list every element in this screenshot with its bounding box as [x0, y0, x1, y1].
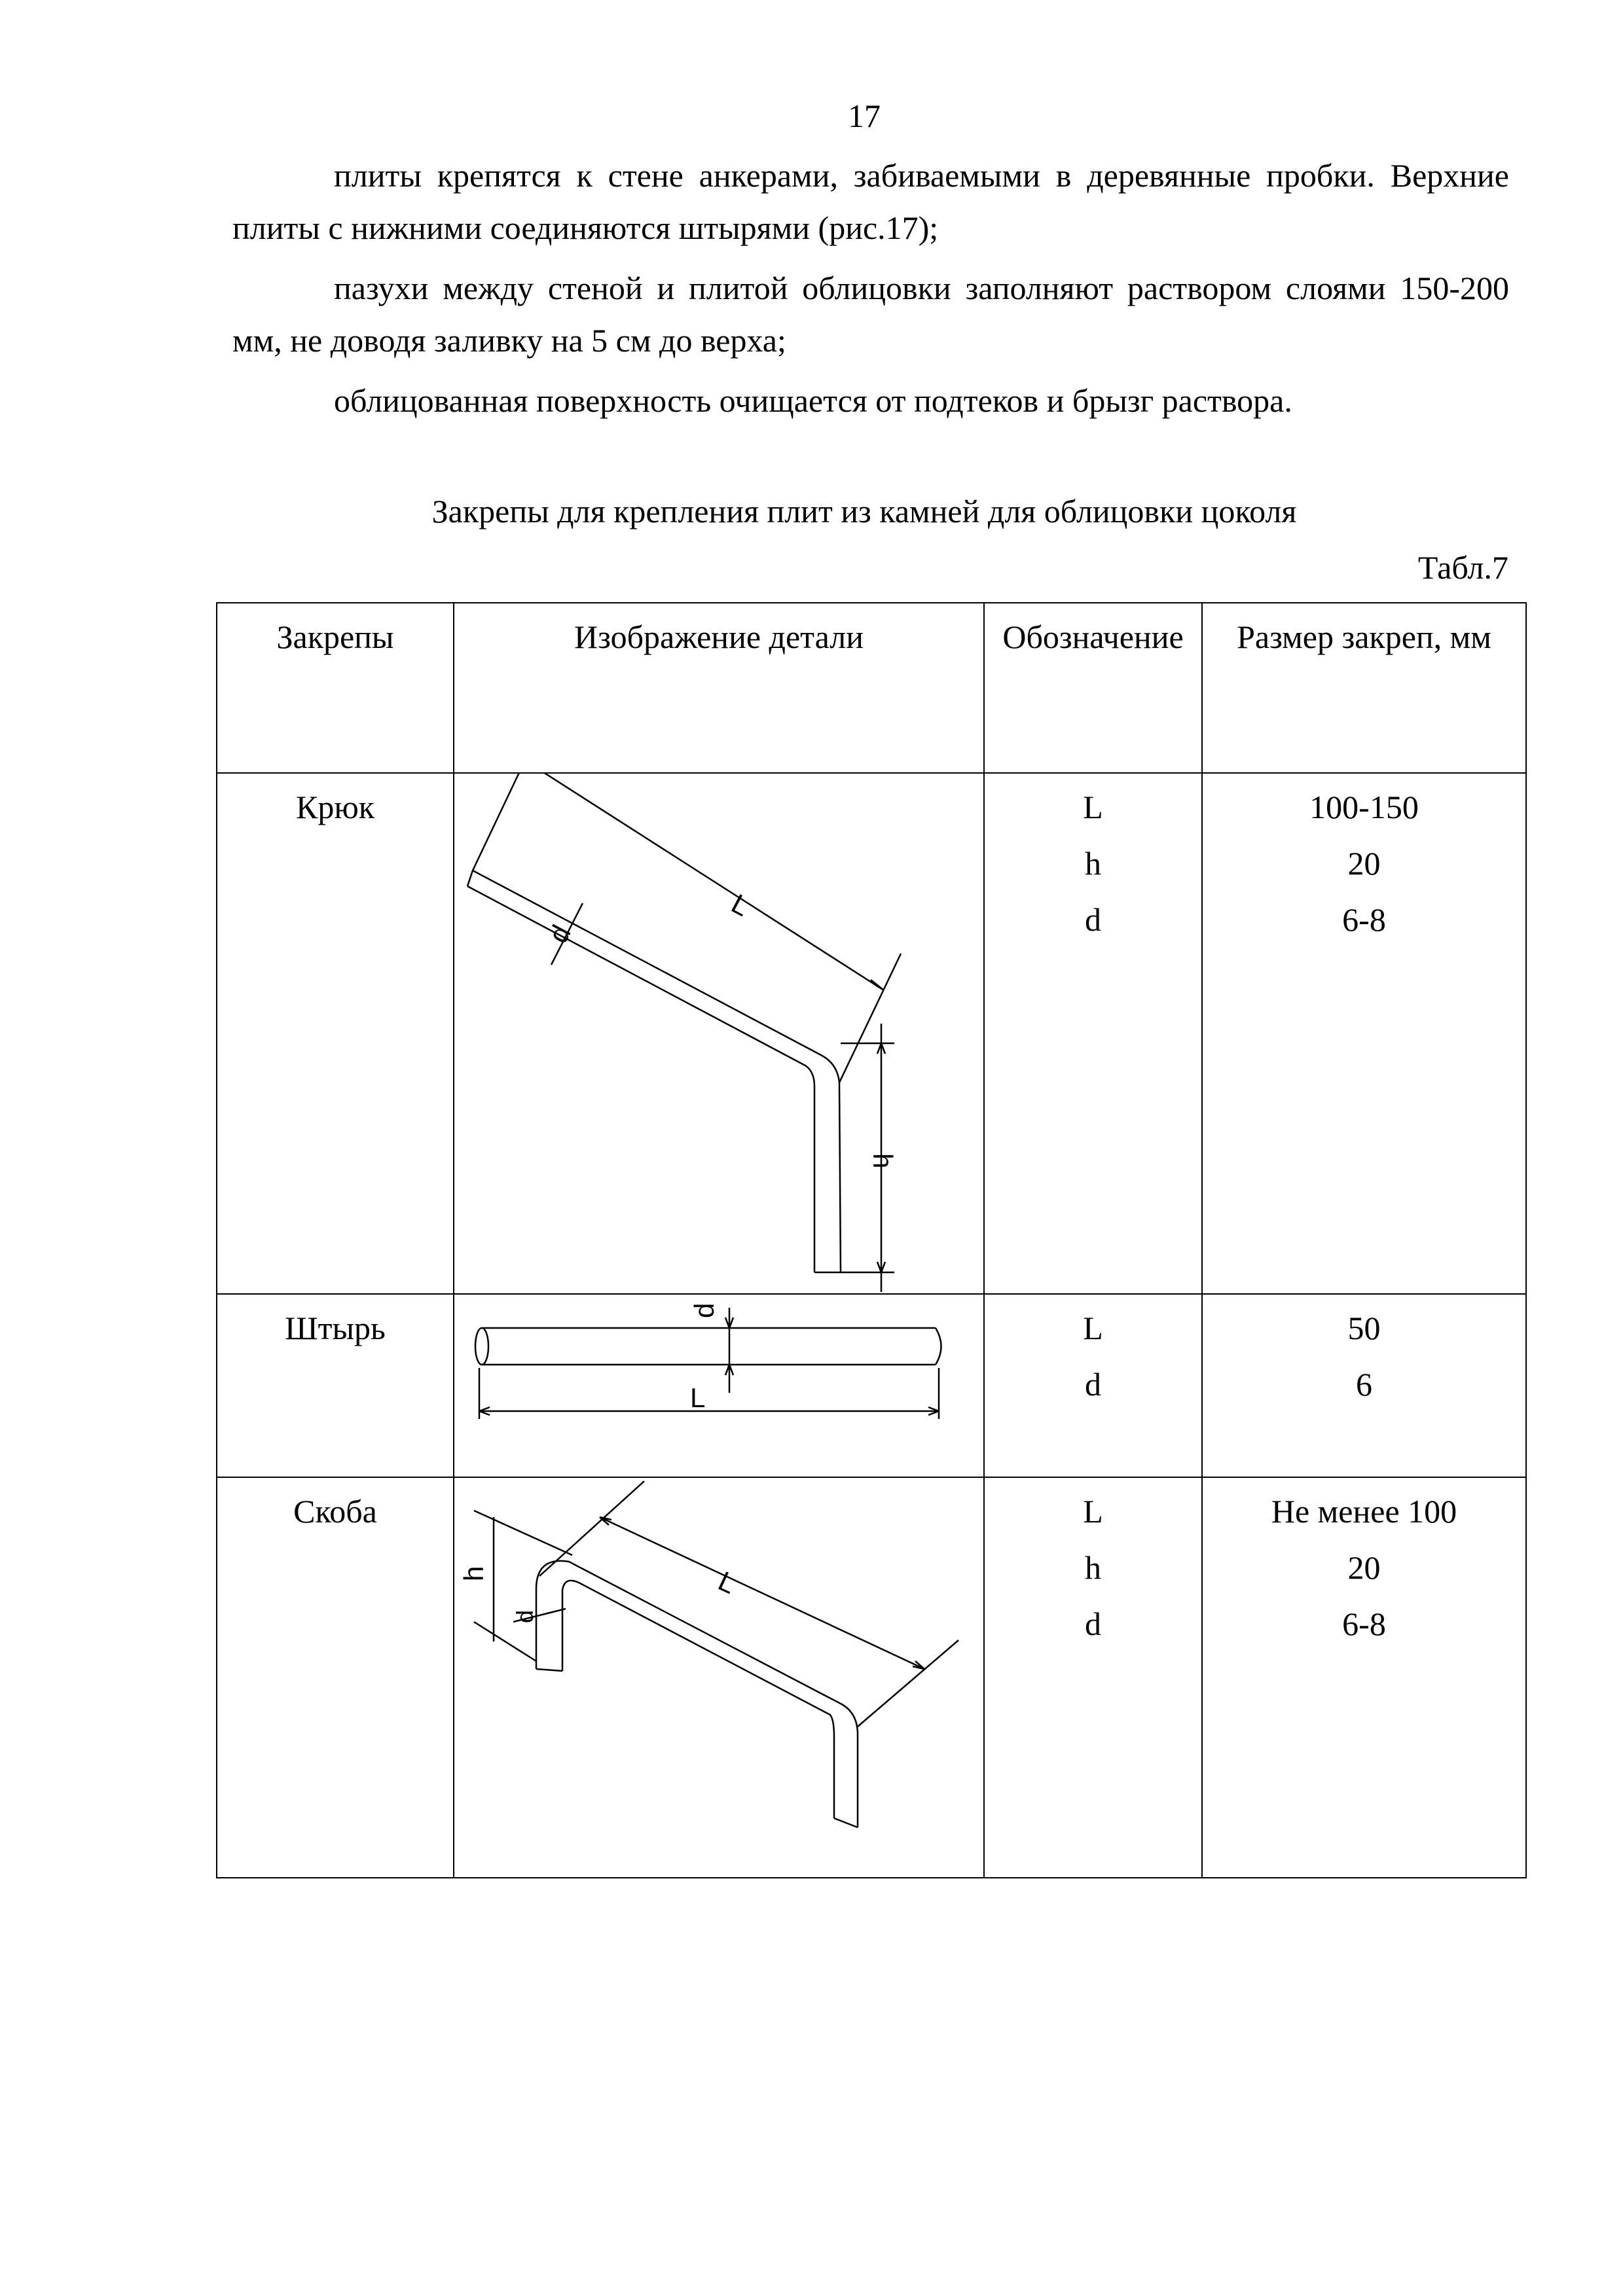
brace-diagram	[454, 1478, 985, 1877]
hook-rod-outer	[473, 870, 841, 1272]
header-fasteners: Закрепы	[217, 603, 454, 773]
brace-h-extension-top	[474, 1511, 572, 1555]
header-drawing: Изображение детали	[454, 603, 984, 773]
pin-end-right	[936, 1328, 941, 1365]
table-row-pin	[217, 1294, 1526, 1477]
hook-label-d: d	[542, 920, 577, 948]
header-designation: Обозначение	[984, 603, 1202, 773]
hook-diagram	[454, 774, 985, 1293]
row-sizes: 100-150 20 6-8	[1202, 773, 1526, 1294]
row-designations: L h d	[984, 1477, 1202, 1878]
hook-L-extension-left	[473, 774, 534, 870]
brace-label-d: d	[511, 1609, 538, 1623]
brace-left-foot	[536, 1669, 562, 1671]
row-designations: L h d	[984, 773, 1202, 1294]
pin-label-L: L	[690, 1382, 706, 1413]
hook-label-h: h	[867, 1153, 898, 1169]
row-sizes: 50 6	[1202, 1294, 1526, 1477]
brace-right-foot	[834, 1818, 858, 1827]
hook-L-extension-right	[839, 954, 901, 1083]
hook-rod-tip	[467, 870, 473, 886]
table-row-hook	[217, 773, 1526, 1294]
table-header-row	[217, 603, 1526, 773]
page-number: 17	[848, 98, 881, 134]
header-size: Размер закреп, мм	[1202, 603, 1526, 773]
paragraph-2: пазухи между стеной и плитой облицовки заполняют раствором слоями 150-200 мм, не доводя заливку на 5 см до верха;	[232, 270, 1509, 359]
pin-end-left	[475, 1328, 488, 1365]
pin-drawing	[454, 1294, 984, 1477]
brace-h-extension-bottom	[474, 1622, 536, 1661]
hook-L-dim-line	[525, 774, 884, 990]
paragraph-3: облицованная поверхность очищается от подтеков и брызг раствора.	[334, 382, 1292, 419]
hook-drawing	[454, 773, 984, 1294]
paragraph-1: плиты крепятся к стене анкерами, забиваемыми в деревянные пробки. Верхние плиты с нижними соединяются штырями (рис.17);	[232, 157, 1509, 246]
hook-L-arrow-right	[871, 980, 884, 990]
row-name: Крюк	[217, 773, 454, 1294]
fasteners-table	[216, 602, 1527, 1878]
row-name: Штырь	[217, 1294, 454, 1477]
hook-rod-inner	[467, 886, 814, 1272]
pin-diagram	[454, 1295, 985, 1477]
row-name: Скоба	[217, 1477, 454, 1878]
hook-label-L: L	[726, 888, 755, 922]
brace-L-dim-line	[600, 1517, 924, 1669]
brace-drawing	[454, 1477, 984, 1878]
table-row-brace	[217, 1477, 1526, 1878]
brace-L-extension-left	[539, 1481, 644, 1576]
row-sizes: Не менее 100 20 6-8	[1202, 1477, 1526, 1878]
brace-outer-contour	[536, 1561, 858, 1827]
brace-label-h: h	[458, 1566, 489, 1581]
brace-label-L: L	[714, 1565, 741, 1600]
brace-L-extension-right	[858, 1640, 958, 1727]
table-caption: Закрепы для крепления плит из камней для облицовки цоколя	[431, 493, 1297, 529]
table-label: Табл.7	[1417, 549, 1508, 586]
pin-label-d: d	[689, 1302, 720, 1318]
row-designations: L d	[984, 1294, 1202, 1477]
brace-inner-contour	[562, 1581, 834, 1818]
